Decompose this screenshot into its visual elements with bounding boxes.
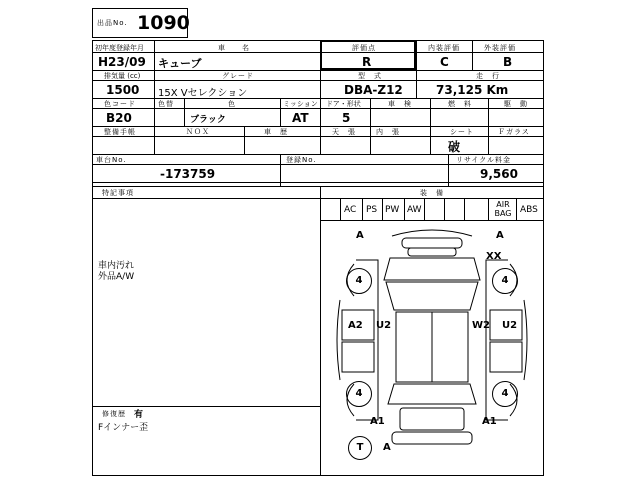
color-code-value: B20 <box>106 111 132 125</box>
mark-front-right-xx: XX <box>486 251 502 262</box>
color-value: ブラック <box>190 115 226 125</box>
mark-side-right-w: W2 <box>472 320 490 331</box>
int-value: C <box>440 55 449 69</box>
mark-side-left-u: U2 <box>376 320 392 331</box>
repair-value: 有 <box>134 410 144 420</box>
inspection-label: 車 検 <box>388 100 412 108</box>
equip-aw: AW <box>407 205 422 215</box>
notes-line-2: 外品A/W <box>98 272 135 282</box>
tire-rear-right: 4 <box>492 381 518 407</box>
mark-rear-right: A1 <box>482 416 497 427</box>
interior-label: 内 張 <box>376 128 400 136</box>
mark-front-left: A <box>356 230 364 241</box>
grade-label: グレード <box>222 72 254 80</box>
mark-side-right-u: U2 <box>502 320 518 331</box>
color-code-label: 色コード <box>104 100 136 108</box>
car-label: 車 名 <box>218 44 250 52</box>
seat-value: 破 <box>448 140 461 154</box>
km-label: 走 行 <box>476 72 500 80</box>
mission-value: AT <box>292 111 309 125</box>
door-value: 5 <box>342 111 351 125</box>
chassis-label: 車台No. <box>96 156 127 164</box>
mark-rear-left: A1 <box>370 416 385 427</box>
equipment-title: 装 備 <box>420 189 444 197</box>
car-value: キューブ <box>158 57 202 70</box>
grade-value: 15X Vセレクション <box>158 88 248 99</box>
history-label: 車 歴 <box>264 128 288 136</box>
fuel-label: 燃 料 <box>448 100 472 108</box>
regno-label: 登録No. <box>286 156 317 164</box>
repair-note: Fインナー歪 <box>98 423 149 433</box>
score-value: R <box>362 55 372 69</box>
glass-label: Ｆガラス <box>498 128 530 136</box>
model-label: 型 式 <box>358 72 382 80</box>
tire-front-left: 4 <box>346 268 372 294</box>
ext-value: B <box>503 55 513 69</box>
reg-value: H23/09 <box>98 55 146 69</box>
chassis-value: -173759 <box>160 167 216 181</box>
mark-front-right: A <box>496 230 504 241</box>
model-value: DBA-Z12 <box>344 83 403 97</box>
int-label: 内装評価 <box>428 44 460 52</box>
equip-pw: PW <box>385 205 400 215</box>
door-label: ドア・形状 <box>326 100 361 108</box>
equip-ps: PS <box>366 205 378 215</box>
tire-front-right: 4 <box>492 268 518 294</box>
notes-line-1: 車内汚れ <box>98 261 135 271</box>
lot-number: 1090 <box>137 12 190 34</box>
trunk-mark-t: T <box>348 436 372 460</box>
lot-label: 出品No. <box>97 19 128 27</box>
km-value: 73,125 Km <box>436 83 509 97</box>
cc-value: 1500 <box>106 83 140 97</box>
equip-ac: AC <box>344 205 357 215</box>
lot-number-box <box>92 8 188 38</box>
seat-label: シート <box>450 128 474 136</box>
ext-label: 外装評価 <box>484 44 516 52</box>
repair-label: 修復歴 <box>102 410 126 418</box>
recycle-label: リサイクル料金 <box>456 156 512 164</box>
cc-label: 排気量 (cc) <box>104 72 141 80</box>
mark-side-left-a: A2 <box>348 320 363 331</box>
equip-abs: ABS <box>520 205 538 215</box>
tire-rear-left: 4 <box>346 381 372 407</box>
notes-title: 特記事項 <box>102 189 134 197</box>
recycle-value: 9,560 <box>480 167 518 181</box>
nox-label: ＮＯＸ <box>186 128 210 136</box>
maint-label: 整備手帳 <box>104 128 136 136</box>
drive-label: 駆 動 <box>504 100 528 108</box>
color-label: 色 <box>228 100 236 108</box>
equip-airbag: AIR BAG <box>494 200 512 218</box>
reg-label: 初年度登録年月 <box>95 44 144 52</box>
score-label: 評価点 <box>352 44 376 52</box>
roof-label: 天 張 <box>332 128 356 136</box>
color-type-label: 色替 <box>158 100 174 108</box>
mission-label: ミッション <box>283 100 318 108</box>
mark-trunk-a: A <box>383 442 391 453</box>
